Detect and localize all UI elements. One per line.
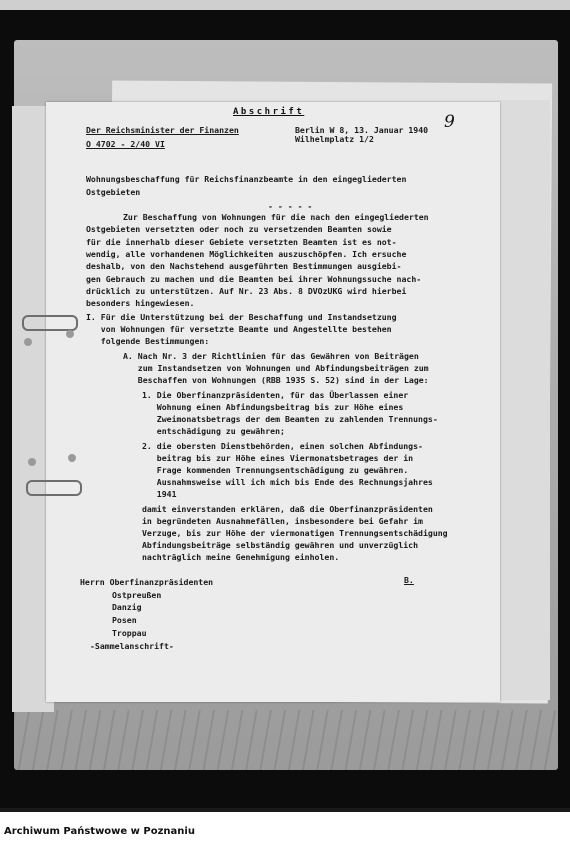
folder-texture — [14, 710, 558, 770]
recipient-title: Herrn Oberfinanzpräsidenten — [80, 577, 214, 587]
archive-footer — [0, 808, 570, 844]
collective-address: -Sammelanschrift- — [90, 641, 174, 651]
closing-line-2: in begründeten Ausnahmefällen, insbesondere bei Gefahr im — [142, 516, 423, 526]
item-2-line-5: 1941 — [142, 489, 177, 499]
item-2-line-2: beitrag bis zur Höhe eines Viermonatsbetrages der in — [142, 453, 414, 463]
intro-line-5: deshalb, von den Nachstehend ausgeführten Bestimmungen ausgiebi- — [86, 261, 402, 271]
archive-name: Archiwum Państwowe w Poznaniu — [4, 826, 195, 837]
punch-hole — [28, 458, 36, 466]
closing-line-3: Verzuge, bis zur Höhe der viermonatigen Trennungsentschädigung — [142, 528, 448, 538]
item-1-line-3: Zweimonatsbetrags der dem Beamten zu zahlenden Trennungs- — [142, 414, 438, 424]
recipient-troppau: Troppau — [112, 628, 147, 638]
binder-clip-bottom — [26, 480, 82, 496]
intro-line-1: Zur Beschaffung von Wohnungen für die nach den eingegliederten — [123, 212, 429, 222]
document-heading: Abschrift — [233, 107, 305, 117]
punch-hole — [66, 330, 74, 338]
right-sheet-edge — [498, 100, 550, 700]
section-I-line-2: von Wohnungen für versetzte Beamte und Angestellte bestehen — [86, 324, 392, 334]
recipient-posen: Posen — [112, 615, 137, 625]
recipient-ostpreussen: Ostpreußen — [112, 590, 162, 600]
item-2-line-3: Frage kommenden Trennungsentschädigung zu gewähren. — [142, 465, 409, 475]
closing-line-4: Abfindungsbeiträge selbständig gewähren und unverzüglich — [142, 540, 419, 550]
punch-hole — [68, 454, 76, 462]
item-1-line-1: 1. Die Oberfinanzpräsidenten, für das Überlassen einer — [142, 390, 409, 400]
closing-line-1: damit einverstanden erklären, daß die Oberfinanzpräsidenten — [142, 504, 433, 514]
section-A-line-1: A. Nach Nr. 3 der Richtlinien für das Gewähren von Beiträgen — [123, 351, 419, 361]
item-1-line-2: Wohnung einen Abfindungsbeitrag bis zur Höhe eines — [142, 402, 404, 412]
binder-clip-top — [22, 315, 78, 331]
intro-line-8: besonders hingewiesen. — [86, 298, 195, 308]
intro-line-3: für die innerhalb dieser Gebiete versetzten Beamten ist es not- — [86, 237, 397, 247]
intro-line-2: Ostgebieten versetzten oder noch zu versetzenden Beamten sowie — [86, 224, 392, 234]
reference-number: O 4702 - 2/40 VI — [86, 139, 165, 149]
place-date: Berlin W 8, 13. Januar 1940 — [295, 125, 429, 135]
sender: Der Reichsminister der Finanzen — [86, 125, 239, 135]
section-I-line-1: I. Für die Unterstützung bei der Beschaffung und Instandsetzung — [86, 312, 397, 322]
signature: B. — [404, 575, 414, 585]
item-1-line-4: entschädigung zu gewähren; — [142, 426, 285, 436]
page-number: 9 — [444, 112, 455, 132]
section-A-line-2: zum Instandsetzen von Wohnungen und Abfindungsbeiträgen zum — [123, 363, 429, 373]
top-strip — [0, 0, 570, 10]
punch-hole — [24, 338, 32, 346]
section-I-line-3: folgende Bestimmungen: — [86, 336, 210, 346]
closing-line-5: nachträglich meine Genehmigung einholen. — [142, 552, 340, 562]
intro-line-4: wendig, alle vorhandenen Möglichkeiten auszuschöpfen. Ich ersuche — [86, 249, 407, 259]
divider: - - - - - — [268, 201, 313, 211]
address: Wilhelmplatz 1/2 — [295, 134, 374, 144]
subject-line-2: Ostgebieten — [86, 187, 141, 197]
subject-line-1: Wohnungsbeschaffung für Reichsfinanzbeamte in den eingegliederten — [86, 174, 407, 184]
recipient-danzig: Danzig — [112, 602, 142, 612]
intro-line-6: gen Gebrauch zu machen und die Beamten bei ihrer Wohnungssuche nach- — [86, 274, 422, 284]
item-2-line-4: Ausnahmsweise will ich mich bis Ende des Rechnungsjahres — [142, 477, 433, 487]
item-2-line-1: 2. die obersten Dienstbehörden, einen solchen Abfindungs- — [142, 441, 423, 451]
intro-line-7: drücklich zu unterstützen. Auf Nr. 23 Abs. 8 DVOzUKG wird hierbei — [86, 286, 407, 296]
section-A-line-3: Beschaffen von Wohnungen (RBB 1935 S. 52) sind in der Lage: — [123, 375, 429, 385]
